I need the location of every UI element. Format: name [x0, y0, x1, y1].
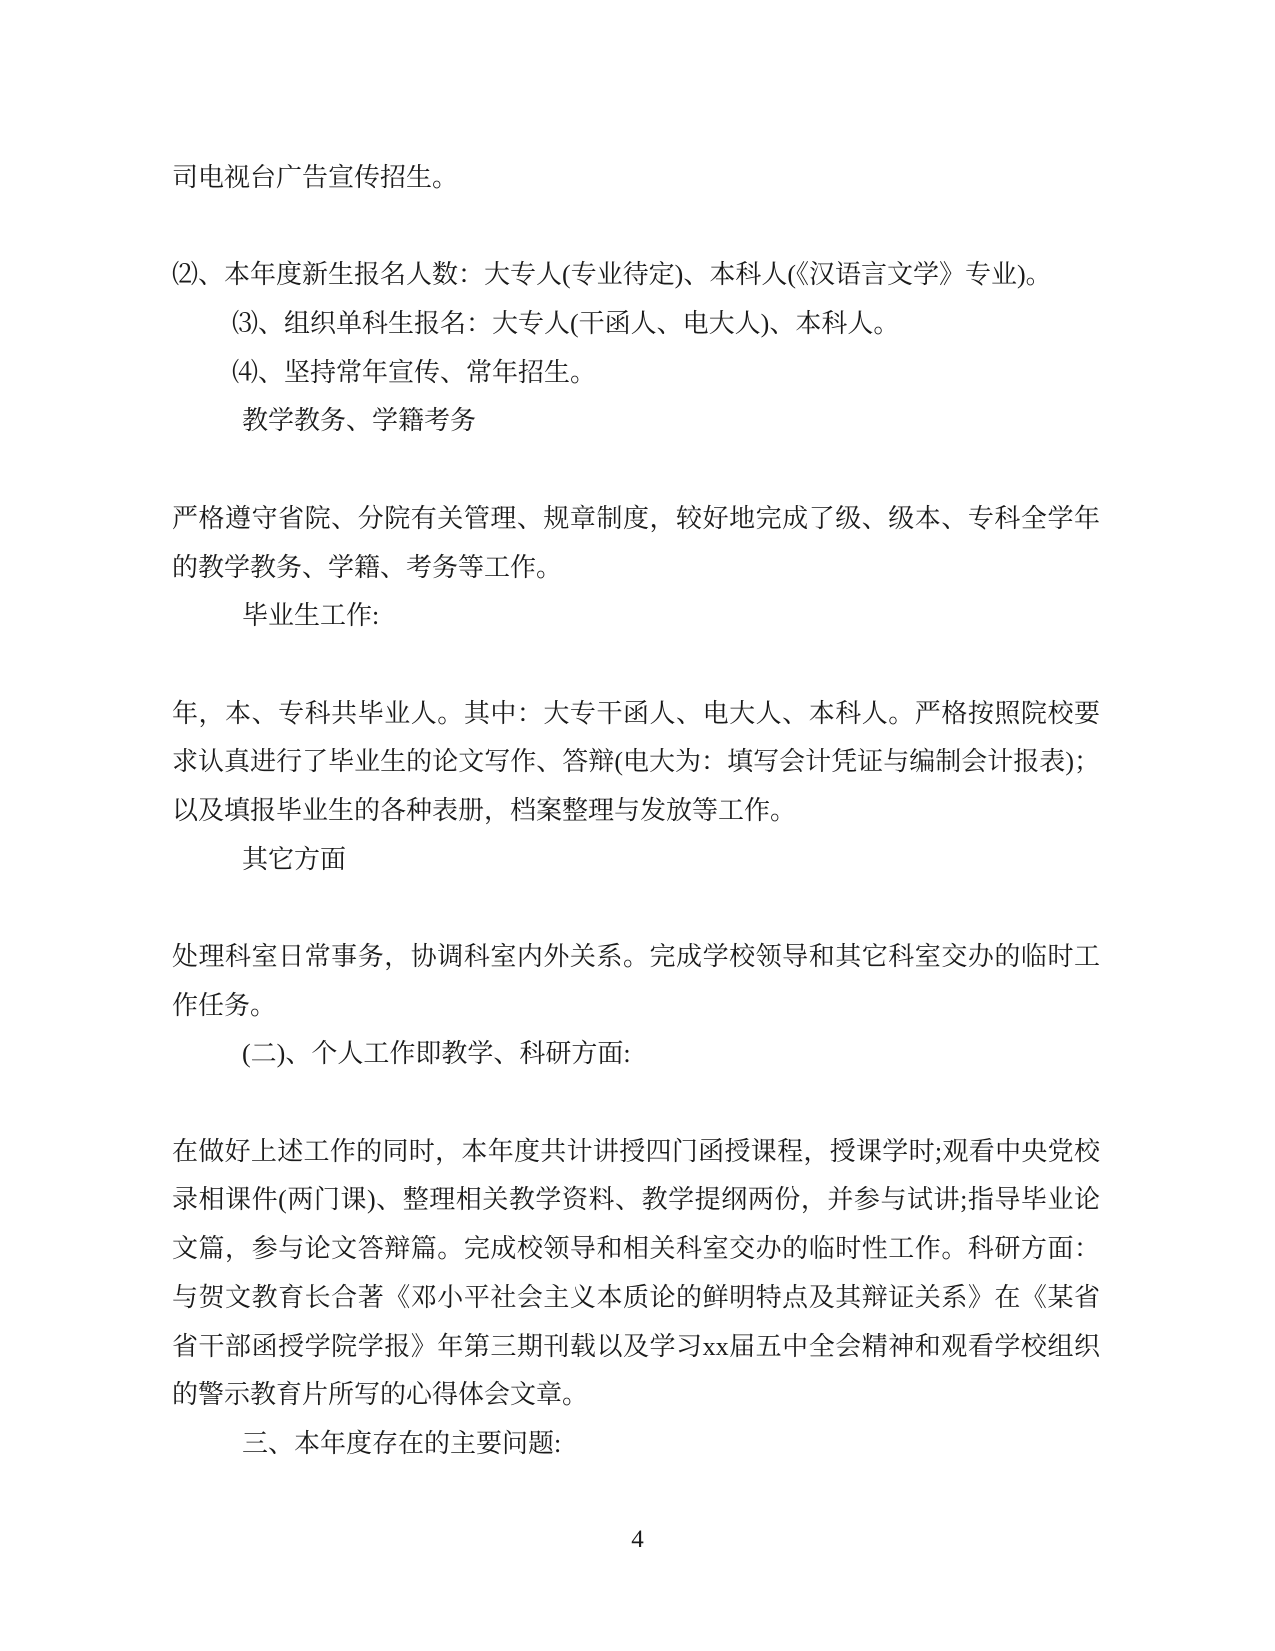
text-line: 求认真进行了毕业生的论文写作、答辩(电大为：填写会计凭证与编制会计报表)； [172, 747, 1100, 777]
text-line: 以及填报毕业生的各种表册，档案整理与发放等工作。 [172, 795, 797, 825]
text-line: 的教学教务、学籍、考务等工作。 [172, 552, 563, 582]
text-line: 其它方面 [242, 844, 347, 874]
text-line: 司电视台广告宣传招生。 [172, 163, 459, 192]
text-line: 文篇，参与论文答辩篇。完成校领导和相关科室交办的临时性工作。科研方面： [172, 1234, 1100, 1264]
text-line: ⑷、坚持常年宣传、常年招生。 [232, 357, 597, 387]
document-page [172, 154, 1100, 1469]
text-line: 年，本、专科共毕业人。其中：大专干函人、电大人、本科人。严格按照院校要 [172, 698, 1100, 728]
text-line: ⑶、组织单科生报名：大专人(干函人、电大人)、本科人。 [232, 309, 900, 339]
text-line: 与贺文教育长合著《邓小平社会主义本质论的鲜明特点及其辩证关系》在《某省 [172, 1282, 1100, 1312]
text-line: 严格遵守省院、分院有关管理、规章制度，较好地完成了级、级本、专科全学年 [172, 503, 1100, 533]
text-line: 在做好上述工作的同时，本年度共计讲授四门函授课程，授课学时;观看中央党校 [172, 1136, 1100, 1166]
text-line: 教学教务、学籍考务 [242, 406, 477, 436]
text-line: 三、本年度存在的主要问题: [242, 1428, 562, 1458]
text-line: 作任务。 [172, 990, 277, 1020]
text-line: 处理科室日常事务，协调科室内外关系。完成学校领导和其它科室交办的临时工 [172, 942, 1100, 971]
text-line: 的警示教育片所写的心得体会文章。 [172, 1380, 589, 1410]
text-line: 录相课件(两门课)、整理相关教学资料、教学提纲两份，并参与试讲;指导毕业论 [172, 1185, 1100, 1215]
text-line: 毕业生工作: [242, 601, 380, 631]
page-number: 4 [631, 1526, 644, 1553]
text-line: (二)、个人工作即教学、科研方面: [242, 1039, 631, 1069]
text-line: 省干部函授学院学报》年第三期刊载以及学习xx届五中全会精神和观看学校组织 [172, 1331, 1100, 1361]
text-line: ⑵、本年度新生报名人数：大专人(专业待定)、本科人(《汉语言文学》专业)。 [172, 260, 1052, 290]
